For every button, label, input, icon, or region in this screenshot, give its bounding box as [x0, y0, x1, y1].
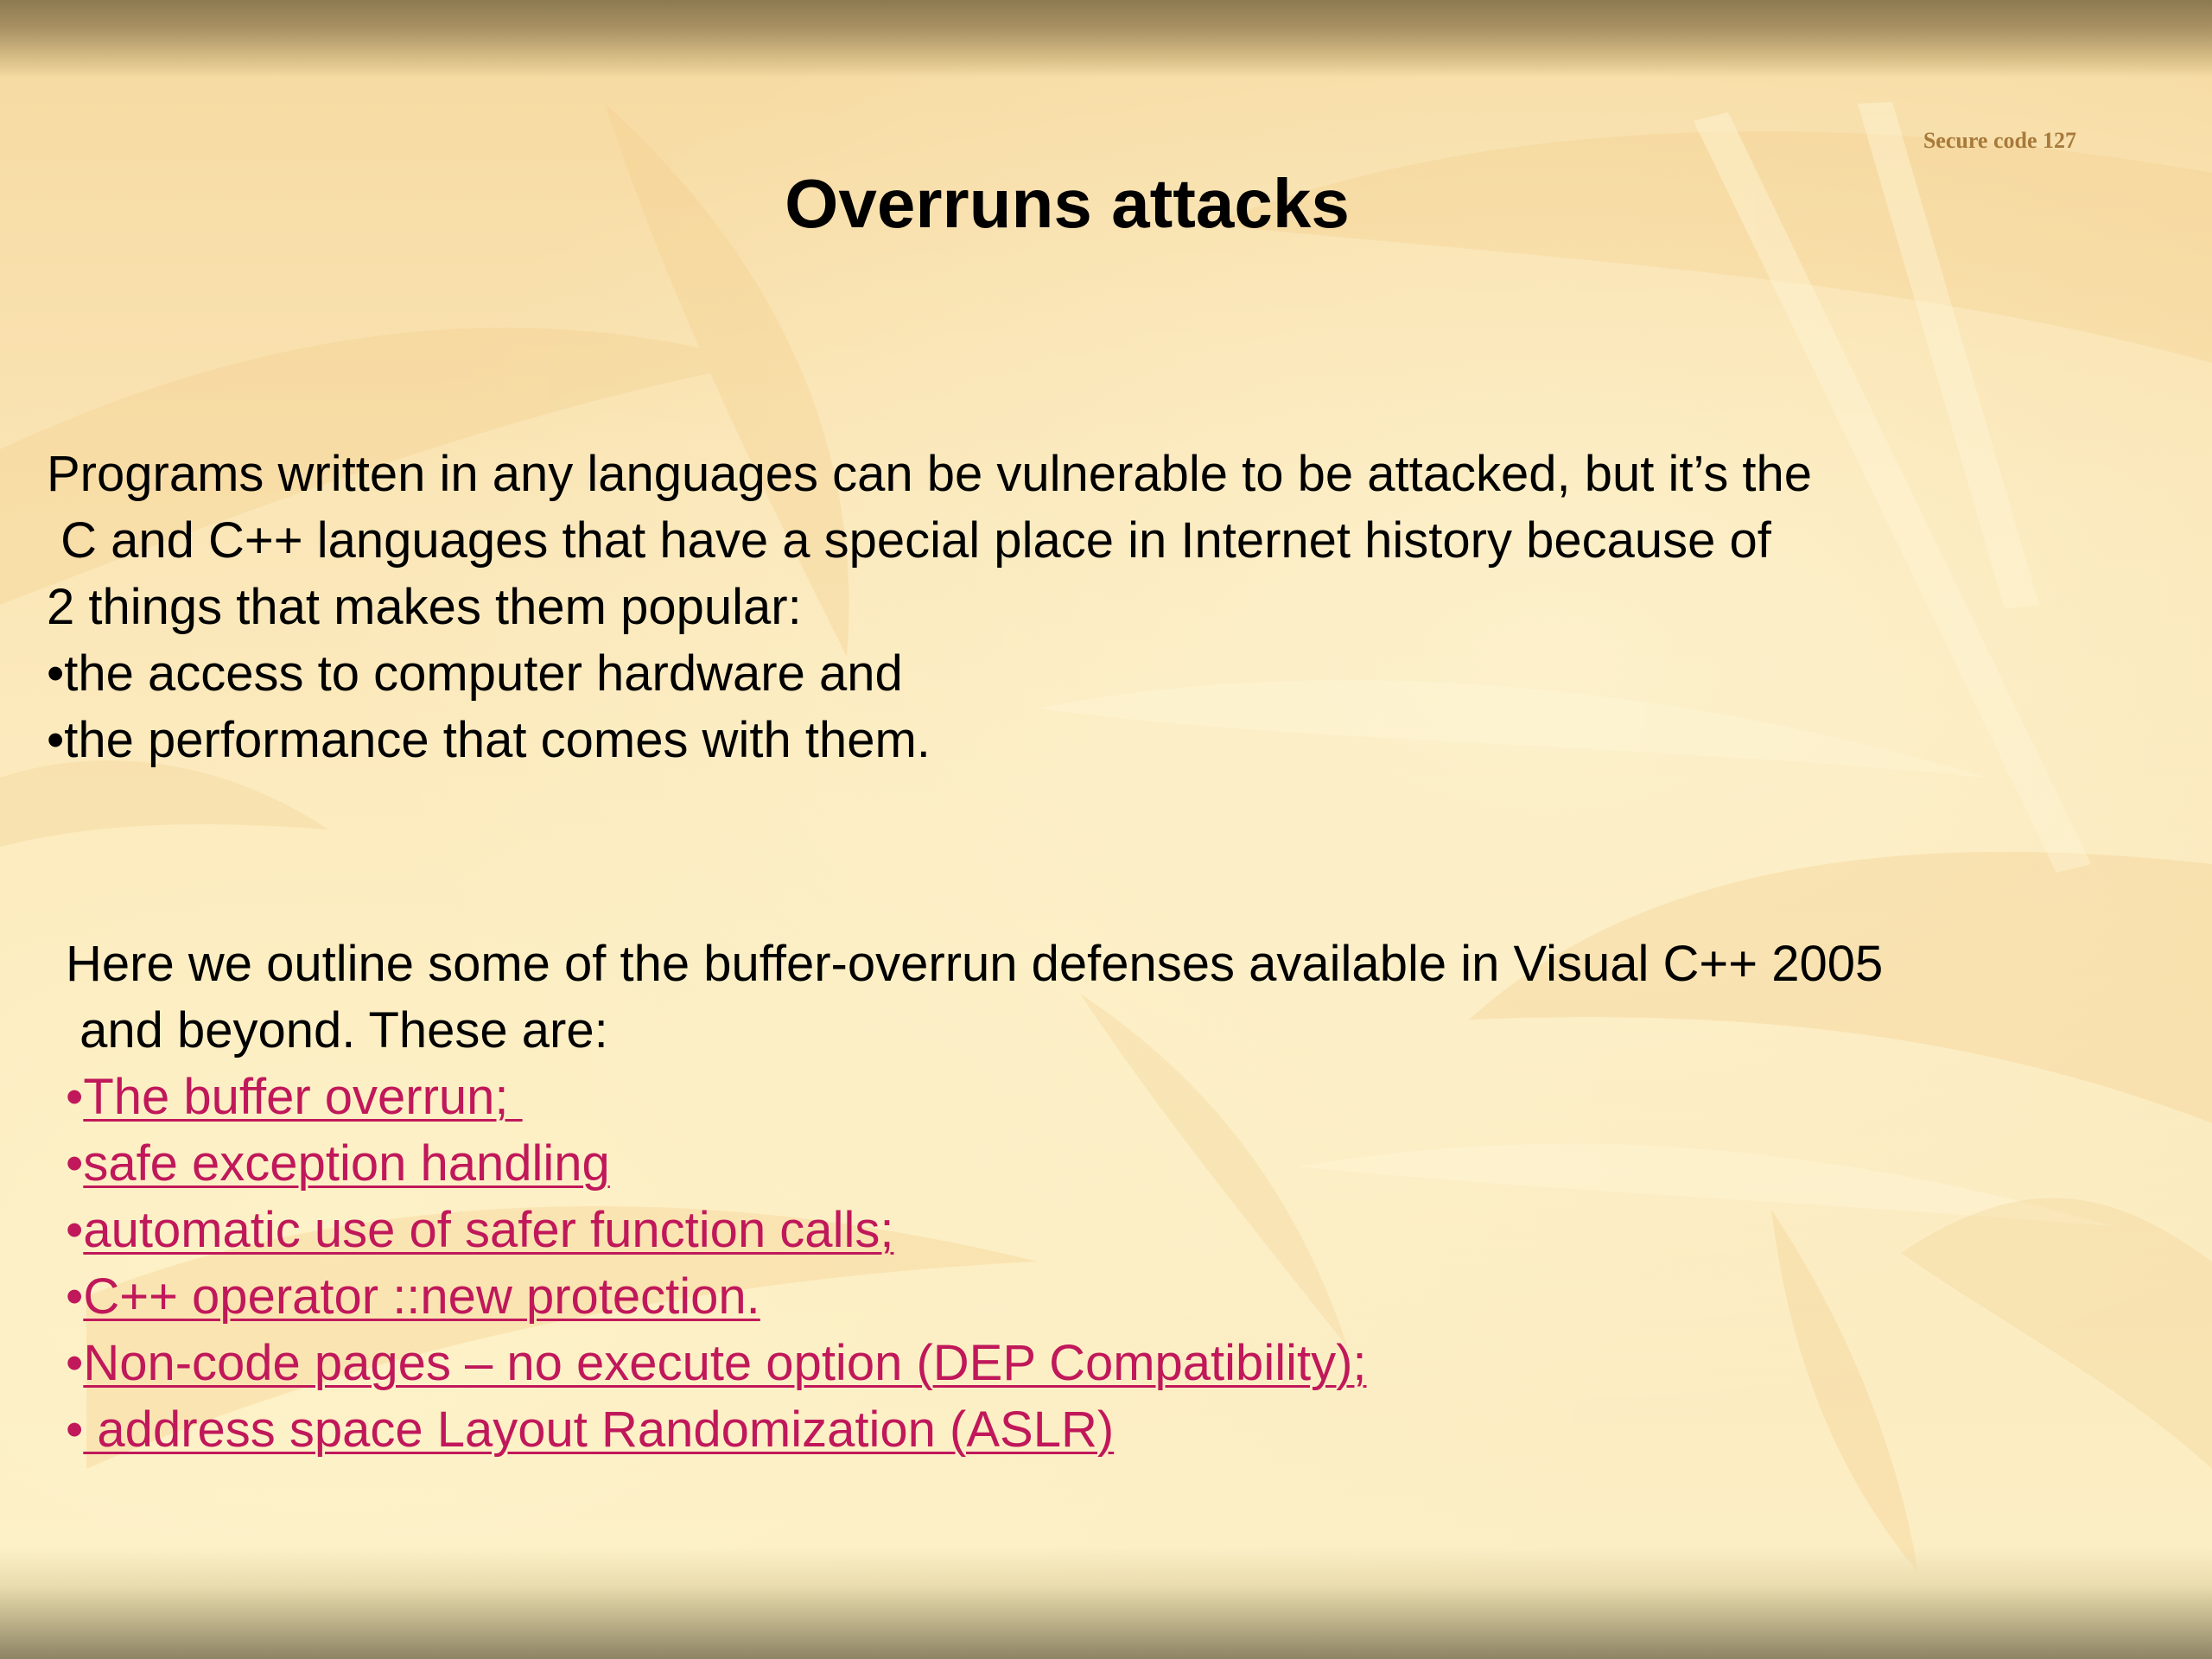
defense-link-safer-function-calls[interactable]: automatic use of safer function calls; [83, 1202, 894, 1258]
defenses-paragraph [66, 931, 1883, 1463]
defense-link-buffer-overrun[interactable]: The buffer overrun; [83, 1069, 523, 1125]
defense-list-item [66, 1130, 1883, 1197]
defenses-line: and beyond. These are: [66, 1002, 608, 1058]
intro-line: 2 things that makes them popular: [47, 579, 802, 635]
defenses-line: Here we outline some of the buffer-overrun defenses available in Visual C++ 2005 [66, 936, 1884, 992]
bullet-marker: • [66, 1135, 84, 1192]
defense-link-operator-new-protection[interactable]: C++ operator ::new protection. [83, 1268, 760, 1325]
defense-link-safe-exception-handling[interactable]: safe exception handling [83, 1135, 610, 1192]
intro-bullet-line: •the performance that comes with them. [47, 712, 931, 768]
defense-list-item [66, 1197, 1883, 1263]
bullet-marker: • [66, 1402, 84, 1458]
intro-paragraph [47, 441, 1812, 773]
defense-list-item [66, 1396, 1883, 1463]
intro-line: Programs written in any languages can be vulnerable to be attacked, but it’s the [47, 446, 1813, 502]
bullet-marker: • [66, 1268, 84, 1325]
defense-list-item [66, 1263, 1883, 1330]
bullet-marker: • [66, 1069, 84, 1125]
slide-title: Overruns attacks [785, 165, 1350, 242]
defense-list-item [66, 1064, 1883, 1130]
bullet-marker: • [66, 1202, 84, 1258]
intro-bullet-line: •the access to computer hardware and [47, 645, 903, 702]
defense-link-aslr[interactable]: address space Layout Randomization (ASLR) [83, 1402, 1115, 1458]
slide-number: Secure code 127 [1923, 128, 2076, 153]
top-band [0, 0, 2212, 78]
bottom-band [0, 1547, 2212, 1659]
defense-list-item [66, 1330, 1883, 1396]
intro-line: C and C++ languages that have a special place in Internet history because of [47, 512, 1771, 569]
bullet-marker: • [66, 1335, 84, 1391]
defense-link-dep-compatibility[interactable]: Non-code pages – no execute option (DEP Compatibility); [83, 1335, 1367, 1391]
